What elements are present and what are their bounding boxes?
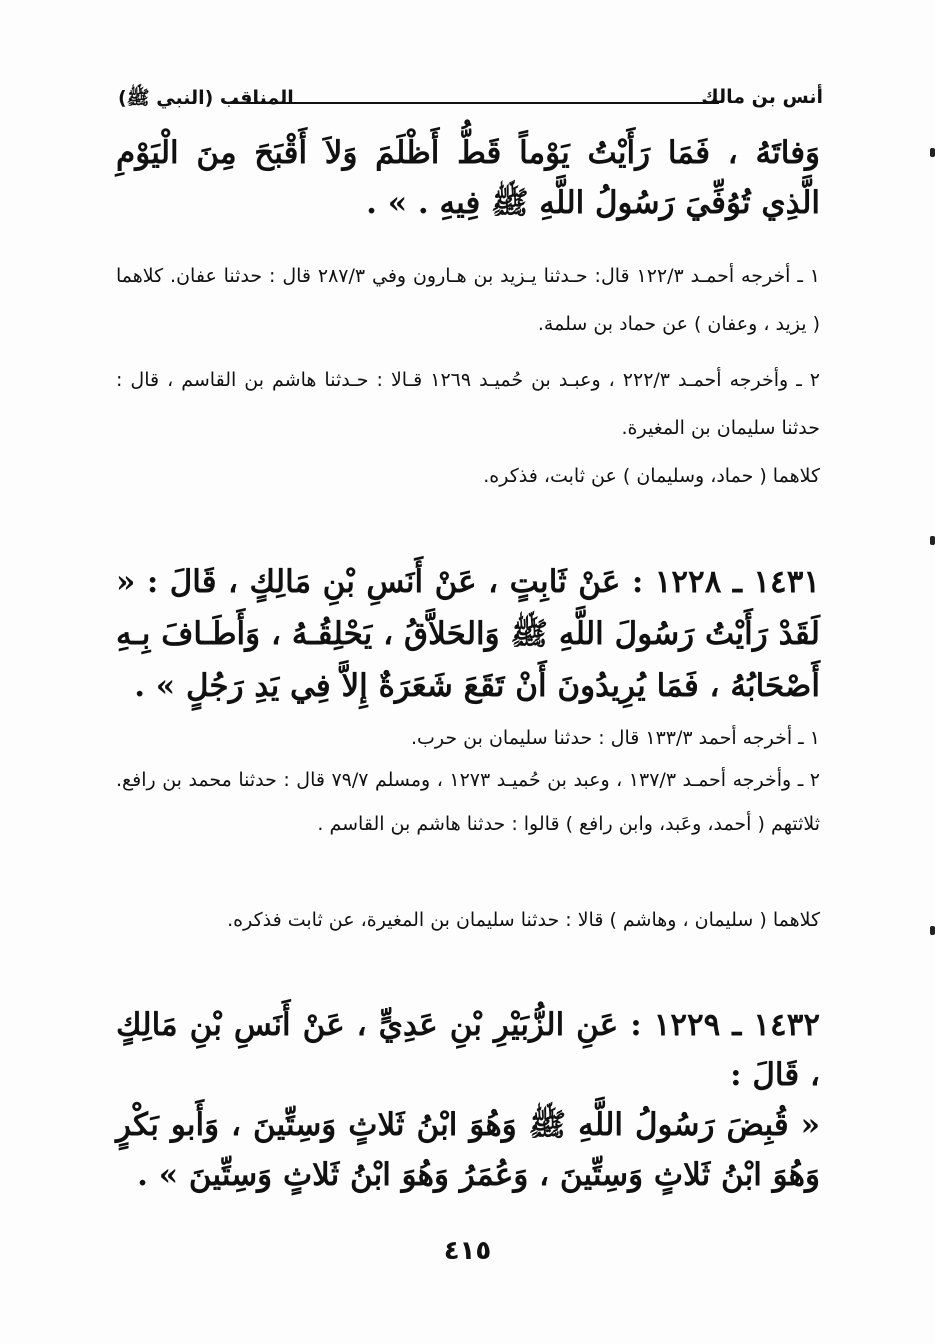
running-header xyxy=(118,86,823,116)
margin-mark xyxy=(930,148,935,157)
takhrij-item-2: ٢ ـ وأخرجه أحمـد ٢٢٢/٣ ، وعبـد بن حُميـد ١٢٦٩ قـالا : حـدثنا هاشم بن القاسم ، قال : حدثنا سليمان بن المغيرة. xyxy=(116,369,820,439)
takhrij-item-1: ١ ـ أخرجه أحمـد ١٢٢/٣ قال: حـدثنا يـزيد بن هـارون وفي ٢٨٧/٣ قال : حدثنا عفان. كلاهما ( يزيد ، وعفان ) عن حماد بن سلمة. xyxy=(116,265,820,335)
header-title: أنس بن مالك xyxy=(701,86,823,108)
hadith-1432-text: « قُبِضَ رَسُولُ اللَّهِ ﷺ وَهُوَ ابْنُ ثَلاثٍ وَسِتِّينَ ، وَأَبو بَكْرٍ وَهُوَ ابْنُ ثَلاثٍ وَسِتِّينَ ، وَعُمَرُ وَهُوَ ابْنُ ثَلاثٍ وَسِتِّينَ » . xyxy=(116,1107,820,1193)
header-rule xyxy=(226,102,719,104)
hadith-1432-intro: ١٤٣٢ ـ ١٢٢٩ : عَنِ الزُّبَيْرِ بْنِ عَدِيٍّ ، عَنْ أَنَسِ بْنِ مَالِكٍ ، قَالَ : xyxy=(116,1007,820,1093)
takhrij-1431-item-1: ١ ـ أخرجه أحمد ١٣٣/٣ قال : حدثنا سليمان بن حرب. xyxy=(410,727,820,749)
takhrij-summary: كلاهما ( حماد، وسليمان ) عن ثابت، فذكره. xyxy=(483,465,820,487)
page-number: ٤١٥ xyxy=(443,1236,492,1266)
header-section: المناقب (النبي ﷺ) xyxy=(118,87,294,109)
takhrij-1431-item-2: ٢ ـ وأخرجه أحمـد ١٣٧/٣ ، وعبد بن حُميـد ١٢٧٣ ، ومسلم ٧٩/٧ قال : حدثنا محمد بن رافع. ثلاثتهم ( أحمد، وعَبد، وابن رافع ) قالوا : حدثنا هاشم بن القاسم . xyxy=(116,769,820,835)
margin-mark xyxy=(930,926,935,935)
margin-mark xyxy=(930,536,935,545)
hadith-1431: ١٤٣١ ـ ١٢٢٨ : عَنْ ثَابِتٍ ، عَنْ أَنَسِ بْنِ مَالِكٍ ، قَالَ : « لَقَدْ رَأَيْتُ رَسُولَ اللَّهِ ﷺ وَالحَلاَّقُ ، يَحْلِقُـهُ ، وَأَطَـافَ بِـهِ أَصْحَابُهُ ، فَمَا يُرِيدُونَ أَنْ تَقَعَ شَعَرَةٌ إِلاَّ فِي يَدِ رَجُلٍ » . xyxy=(116,564,821,704)
takhrij-1431-summary: كلاهما ( سليمان ، وهاشم ) قالا : حدثنا سليمان بن المغيرة، عن ثابت فذكره. xyxy=(227,909,820,931)
hadith-continuation: وَفاتَهُ ، فَمَا رَأَيْتُ يَوْماً قَطُّ أَظْلَمَ وَلاَ أَقْبَحَ مِنَ الْيَوْمِ الَّذِي تُوُفِّيَ رَسُولُ اللَّهِ ﷺ فِيهِ . » . xyxy=(116,135,820,221)
